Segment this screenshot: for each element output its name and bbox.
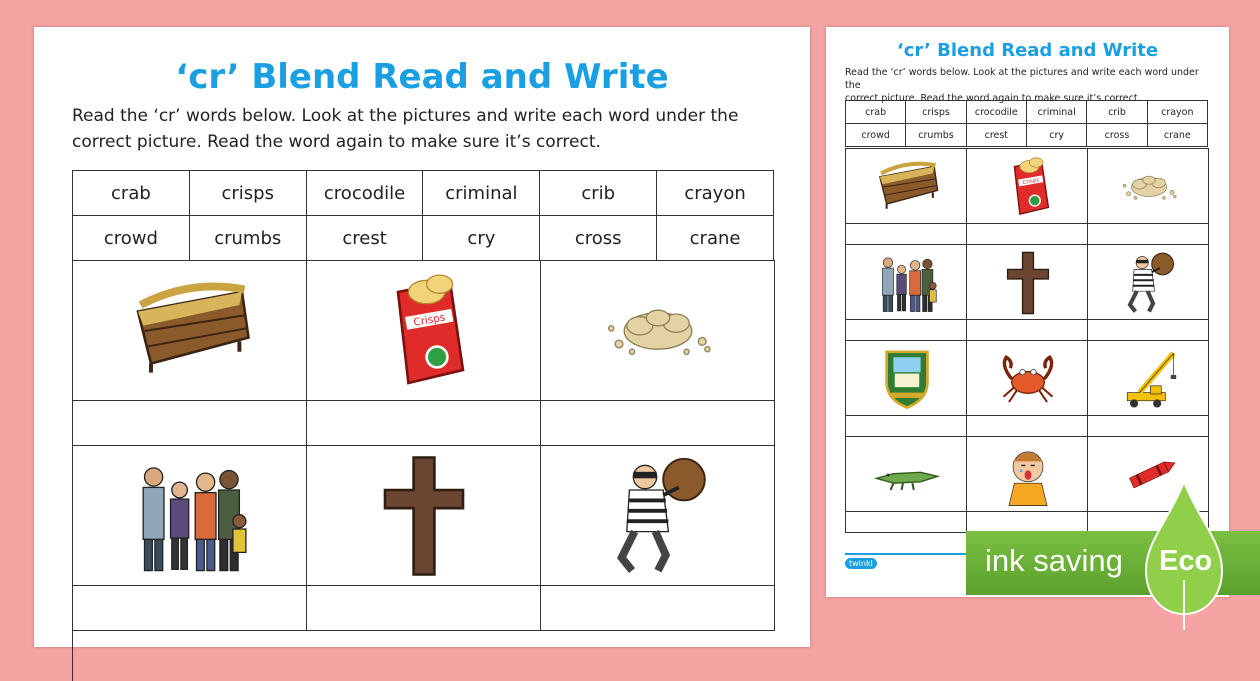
- word-cell: crayon: [1147, 101, 1207, 124]
- word-cell: crane: [657, 216, 774, 261]
- instruction-line-1: Read the ‘cr’ words below. Look at the pictures and write each word under the: [72, 106, 739, 126]
- answer-write-box[interactable]: [846, 416, 967, 437]
- worksheet-title: ‘cr’ Blend Read and Write: [896, 40, 1159, 61]
- word-cell: crab: [846, 101, 906, 124]
- picture-grid: [72, 260, 775, 681]
- word-bank-table: [845, 100, 1208, 147]
- word-cell: cry: [423, 216, 540, 261]
- answer-write-box[interactable]: [307, 586, 541, 631]
- crane-icon: [1115, 345, 1183, 413]
- word-cell: cry: [1026, 124, 1086, 147]
- answer-write-box[interactable]: [967, 416, 1088, 437]
- picture-grid: [845, 148, 1209, 533]
- picture-cell: [967, 245, 1088, 320]
- picture-cell: [846, 149, 967, 224]
- answer-write-box[interactable]: [846, 512, 967, 533]
- instruction-line-2: correct picture. Read the word again to make sure it’s correct.: [845, 93, 1141, 104]
- word-cell: crowd: [846, 124, 906, 147]
- crumbs-icon: [1115, 153, 1183, 221]
- word-cell: crane: [1147, 124, 1207, 147]
- crisps-icon: [359, 266, 489, 396]
- crumbs-icon: [593, 266, 723, 396]
- twinkl-logo: twinkl: [845, 558, 877, 569]
- word-cell: crumbs: [906, 124, 966, 147]
- picture-cell: [307, 261, 541, 401]
- picture-cell: [307, 446, 541, 586]
- answer-write-box[interactable]: [967, 512, 1088, 533]
- instruction-line-1: Read the ‘cr’ words below. Look at the pictures and write each word under the: [845, 67, 1199, 91]
- criminal-icon: [1115, 249, 1183, 317]
- word-cell: crab: [73, 171, 190, 216]
- word-cell: crowd: [73, 216, 190, 261]
- crowd-icon: [125, 451, 255, 581]
- answer-write-box[interactable]: [541, 586, 775, 631]
- picture-cell: [1088, 341, 1209, 416]
- picture-cell: [1088, 245, 1209, 320]
- word-cell: crumbs: [189, 216, 306, 261]
- word-cell: crisps: [906, 101, 966, 124]
- picture-cell: [541, 446, 775, 586]
- word-cell: cross: [540, 216, 657, 261]
- cross-icon: [359, 451, 489, 581]
- crocodile-icon: [873, 441, 941, 509]
- word-cell: crest: [306, 216, 423, 261]
- picture-cell: [73, 261, 307, 401]
- crab-icon: [994, 345, 1062, 413]
- ink-saving-text: ink saving: [985, 543, 1123, 578]
- word-cell: crib: [1087, 101, 1147, 124]
- picture-cell: [846, 437, 967, 512]
- answer-write-box[interactable]: [73, 401, 307, 446]
- answer-write-box[interactable]: [967, 320, 1088, 341]
- word-cell: criminal: [423, 171, 540, 216]
- answer-write-box[interactable]: [967, 224, 1088, 245]
- picture-cell: [967, 341, 1088, 416]
- word-cell: criminal: [1026, 101, 1086, 124]
- word-cell: crayon: [657, 171, 774, 216]
- crib-icon: [873, 153, 941, 221]
- worksheet-large: [34, 27, 810, 647]
- picture-cell: [846, 341, 967, 416]
- word-cell: crocodile: [306, 171, 423, 216]
- answer-write-box[interactable]: [1088, 416, 1209, 437]
- instruction-line-2: correct picture. Read the word again to make sure it’s correct.: [72, 132, 601, 152]
- svg-text:Crisps: Crisps: [412, 311, 447, 329]
- picture-cell: [967, 149, 1088, 224]
- crowd-icon: [873, 249, 941, 317]
- word-bank-table: [72, 170, 774, 261]
- answer-write-box[interactable]: [846, 224, 967, 245]
- word-cell: crisps: [189, 171, 306, 216]
- cross-icon: [994, 249, 1062, 317]
- answer-write-box[interactable]: [73, 586, 307, 631]
- criminal-icon: [593, 451, 723, 581]
- crisps-icon: [994, 153, 1062, 221]
- answer-write-box[interactable]: [1088, 224, 1209, 245]
- picture-cell: [73, 446, 307, 586]
- worksheet-instructions: [72, 103, 792, 155]
- word-cell: crib: [540, 171, 657, 216]
- cry-icon: [994, 441, 1062, 509]
- picture-cell: [1088, 149, 1209, 224]
- word-cell: cross: [1087, 124, 1147, 147]
- eco-label: Eco: [1159, 545, 1213, 577]
- word-cell: crocodile: [966, 101, 1026, 124]
- picture-cell: [967, 437, 1088, 512]
- answer-write-box[interactable]: [307, 401, 541, 446]
- picture-cell: [846, 245, 967, 320]
- answer-write-box[interactable]: [1088, 320, 1209, 341]
- crest-icon: [873, 345, 941, 413]
- answer-write-box[interactable]: [541, 401, 775, 446]
- svg-text:Crisps: Crisps: [1021, 177, 1040, 186]
- word-cell: crest: [966, 124, 1026, 147]
- worksheet-title: ‘cr’ Blend Read and Write: [175, 57, 669, 97]
- crib-icon: [125, 266, 255, 396]
- answer-write-box[interactable]: [846, 320, 967, 341]
- picture-cell: [541, 261, 775, 401]
